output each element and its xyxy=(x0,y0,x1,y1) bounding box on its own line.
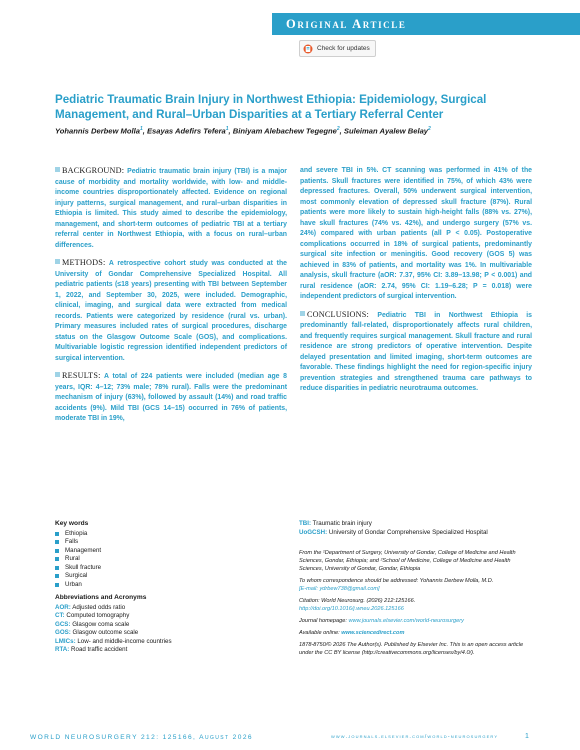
keyword-label: Urban xyxy=(65,580,82,588)
abstract-conclusions-heading: CONCLUSIONS: xyxy=(307,309,369,319)
abstract-results-text-part1: A total of 224 patients were included (median age 8 years, IQR: 4–12; 73% male; 78% rural). Falls were the predominant mechanism of injury (63%), followed by assault (14%) and road traffic accidents (9%). Mild TBI (GCS 14–15) occurred in 76% of patients, moderate TBI in 19%, xyxy=(55,373,287,422)
correspondence-note xyxy=(299,577,531,585)
keyword-label: Falls xyxy=(65,538,79,545)
keyword-label: Skull fracture xyxy=(65,563,102,571)
keywords-and-abbreviations xyxy=(55,520,265,655)
abbreviation-item xyxy=(55,612,265,621)
abbreviation-value: Glasgow outcome scale xyxy=(70,629,139,636)
abstract-background-text: Pediatric traumatic brain injury (TBI) is a major cause of morbidity and mortality worldwide, with low- and middle-income countries disproportionately affected. Evidence on regional injury patterns, surgical management, and rural–urban disparities in Ethiopia is limited. This study aimed to describe the epidemiology, management, and short-term outcomes of pediatric TBI at a tertiary referral center in Northwest Ethiopia, with a focus on rural–urban differences. xyxy=(55,168,287,249)
abstract-background xyxy=(55,166,287,251)
abbreviation-item xyxy=(299,529,531,538)
author-affiliation-mark: 1 xyxy=(225,126,229,132)
journal-footer: WORLD NEUROSURGERY 212: 125166, August 2026 xyxy=(30,734,253,741)
abstract-results-continued xyxy=(300,166,532,303)
keyword-bullet-icon xyxy=(55,532,59,536)
abstract-methods-heading: METHODS: xyxy=(62,258,106,267)
keyword-label: Ethiopia xyxy=(65,529,88,537)
abstract-methods-text: A retrospective cohort study was conducted at the University of Gondar Comprehensive Specialized Hospital. All pediatric patients (≤18 years) presenting with TBI between September 1, 2022, and September 30, 2025, were included. Demographic, clinical, imaging, and surgical data were extracted from medical records. Patients were categorized by residence (rural vs. urban). Primary measures included rates of surgical procedures, discharge status on the Glasgow Outcome Scale (GOS), and complications. Multivariable logistic regression identified independent predictors of surgical intervention. xyxy=(55,260,287,362)
article-type-label: Original Article xyxy=(286,17,407,31)
keyword-item xyxy=(55,547,265,556)
sciencedirect-link[interactable]: www.sciencedirect.com xyxy=(341,630,405,636)
homepage-link[interactable]: www.journals.elsevier.com/world-neurosurgery xyxy=(348,618,464,624)
keyword-label: Rural xyxy=(65,555,80,562)
keyword-item xyxy=(55,538,265,547)
keyword-item xyxy=(55,530,265,539)
abbreviation-key: TBI: xyxy=(299,520,312,527)
abbreviation-key: AOR: xyxy=(55,603,71,611)
keyword-label: Management xyxy=(65,546,102,554)
section-marker-icon xyxy=(55,167,60,172)
abbreviation-item xyxy=(55,646,265,655)
keywords-list xyxy=(55,530,265,590)
abbreviation-value: Low- and middle-income countries xyxy=(75,637,172,645)
abbreviation-key: LMICs: xyxy=(55,637,76,645)
keyword-bullet-icon xyxy=(55,540,59,544)
author-name[interactable]: Yohannis Derbew Molla xyxy=(55,126,140,136)
doi-line xyxy=(299,605,531,613)
homepage-label: Journal homepage: xyxy=(299,618,347,624)
abbreviation-key: GCS: xyxy=(55,620,71,628)
author-affiliation-mark: 2 xyxy=(428,126,431,132)
abstract-column-right xyxy=(300,166,532,402)
abbreviation-value: Traumatic brain injury xyxy=(311,520,372,527)
section-marker-icon xyxy=(55,372,60,377)
author-affiliation-mark: 1 xyxy=(139,126,143,132)
abstract-conclusions xyxy=(300,310,532,395)
abbreviation-item xyxy=(55,604,265,613)
abbreviation-item xyxy=(55,629,265,638)
author-affiliation-mark: 2 xyxy=(336,126,340,132)
author-name[interactable]: Suleiman Ayalew Belay xyxy=(343,126,429,136)
abstract-conclusions-text: Pediatric TBI in Northwest Ethiopia is predominantly fall-related, disproportionately affects rural children, and frequently requires surgical management. Skull fracture and rural residence are strong predictors of operative intervention. Despite delayed presentation and limited imaging, short-term outcomes are favorable. These findings highlight the need for region-specific injury prevention strategies and strengthened trauma care pathways to reduce disparities in pediatric neurotrauma outcomes. xyxy=(300,311,532,392)
available-online-line xyxy=(299,629,531,637)
abstract-background-heading: BACKGROUND: xyxy=(62,166,125,175)
abstract-methods xyxy=(55,258,287,364)
abbreviations-heading: Abbreviations and Acronyms xyxy=(55,594,147,601)
abbreviation-value: Computed tomography xyxy=(64,612,130,619)
available-label: Available online: xyxy=(299,630,340,636)
check-for-updates-button[interactable] xyxy=(299,40,376,57)
author-name[interactable]: Esayas Adefirs Tefera xyxy=(146,126,226,136)
author-name[interactable]: Biniyam Alebachew Tegegne xyxy=(232,126,337,136)
abbreviation-key: CT: xyxy=(55,612,65,619)
keyword-item xyxy=(55,572,265,581)
check-updates-label: Check for updates xyxy=(317,45,370,52)
affiliations-note: From the ¹Department of Surgery, University of Gondar, College of Medicine and Health Sciences, Gondar, Ethiopia; and ²School of Medicine, College of Medicine and Health Sciences, University of Gondar, Gondar, Ethiopia xyxy=(299,550,516,572)
keyword-bullet-icon xyxy=(55,566,59,570)
abbreviation-value: Adjusted odds ratio xyxy=(70,603,126,611)
abbreviation-item xyxy=(299,520,531,529)
keyword-bullet-icon xyxy=(55,549,59,553)
correspondence-text: To whom correspondence should be addressed: Yohannis Derbew Molla, M.D. xyxy=(299,578,494,584)
copyright-note: 1878-8750/© 2026 The Author(s). Published by Elsevier Inc. This is an open access article under the CC BY license (http://creativecommons.org/licenses/by/4.0/). xyxy=(299,642,524,656)
abbreviation-key: GOS: xyxy=(55,629,71,636)
keyword-bullet-icon xyxy=(55,583,59,587)
abstract-results-text-part2: and severe TBI in 5%. CT scanning was performed in 41% of the patients. Skull fractures were identified in 75%, of which 43% were depressed fractures. Overall, 50% underwent surgical intervention, most commonly elevation of depressed skull fracture (87%). Rural patients were more likely to sustain high-height falls (88% vs. 27%), have skull fractures (74% vs. 42%), and undergo surgery (57% vs. 24%) compared with urban patients (all P < 0.05). Postoperative complications occurred in 18% of surgical patients, predominantly surgical site infection or meningitis. Good recovery (GOS 5) was achieved in 83% of patients, and mortality was 1%. In multivariable analysis, skull fracture (aOR: 7.37, 95% CI: 3.89–13.98; P < 0.001) and rural residence (aOR: 2.74, 95% CI: 1.19–6.28; P = 0.018) were independent predictors of surgical intervention. xyxy=(300,167,532,300)
article-title: Pediatric Traumatic Brain Injury in Northwest Ethiopia: Epidemiology, Surgical Management, and Rural–Urban Disparities at a Tertiary Referral Center xyxy=(55,93,487,121)
email-line xyxy=(299,585,531,593)
keyword-bullet-icon xyxy=(55,557,59,561)
article-notes xyxy=(299,520,531,661)
abbreviation-value: Glasgow coma scale xyxy=(70,620,130,628)
abbreviation-key: RTA: xyxy=(55,646,70,653)
email-link[interactable]: [E-mail: ydrbew738@gmail.com] xyxy=(299,586,380,592)
keyword-item xyxy=(55,564,265,573)
citation-note xyxy=(299,597,531,605)
doi-link[interactable]: http://doi.org/10.1016/j.wneu.2026.125166 xyxy=(299,606,404,612)
abbreviations-list xyxy=(55,604,265,655)
abbreviations-list-continued xyxy=(299,520,531,537)
journal-url-footer[interactable]: www.journals.elsevier.com/world-neurosurgery xyxy=(331,734,499,740)
abstract-results-heading: RESULTS: xyxy=(62,371,101,380)
abbreviation-key: UoGCSH: xyxy=(299,528,328,536)
keyword-label: Surgical xyxy=(65,572,88,579)
keyword-item xyxy=(55,581,265,590)
keywords-heading: Key words xyxy=(55,520,89,527)
citation-text: Citation: World Neurosurg. (2026) 212:125166. xyxy=(299,598,416,604)
abbreviation-value: Road traffic accident xyxy=(69,646,128,653)
section-marker-icon xyxy=(55,259,60,264)
abbreviation-item xyxy=(55,621,265,630)
keyword-bullet-icon xyxy=(55,574,59,578)
section-marker-icon xyxy=(300,311,305,316)
page-number: 1 xyxy=(525,733,529,740)
author-list: Yohannis Derbew Molla$^1$, Esayas Adefirs Tefera$^1$, Biniyam Alebachew Tegegne$^2$, Suleiman Ayalew Belay$^2$ xyxy=(55,126,431,136)
abstract-results xyxy=(55,371,287,425)
abbreviation-value: University of Gondar Comprehensive Specialized Hospital xyxy=(327,528,488,536)
homepage-line xyxy=(299,617,531,625)
keyword-item xyxy=(55,555,265,564)
check-updates-icon xyxy=(303,44,313,54)
abbreviation-item xyxy=(55,638,265,647)
abstract-column-left xyxy=(55,166,287,432)
